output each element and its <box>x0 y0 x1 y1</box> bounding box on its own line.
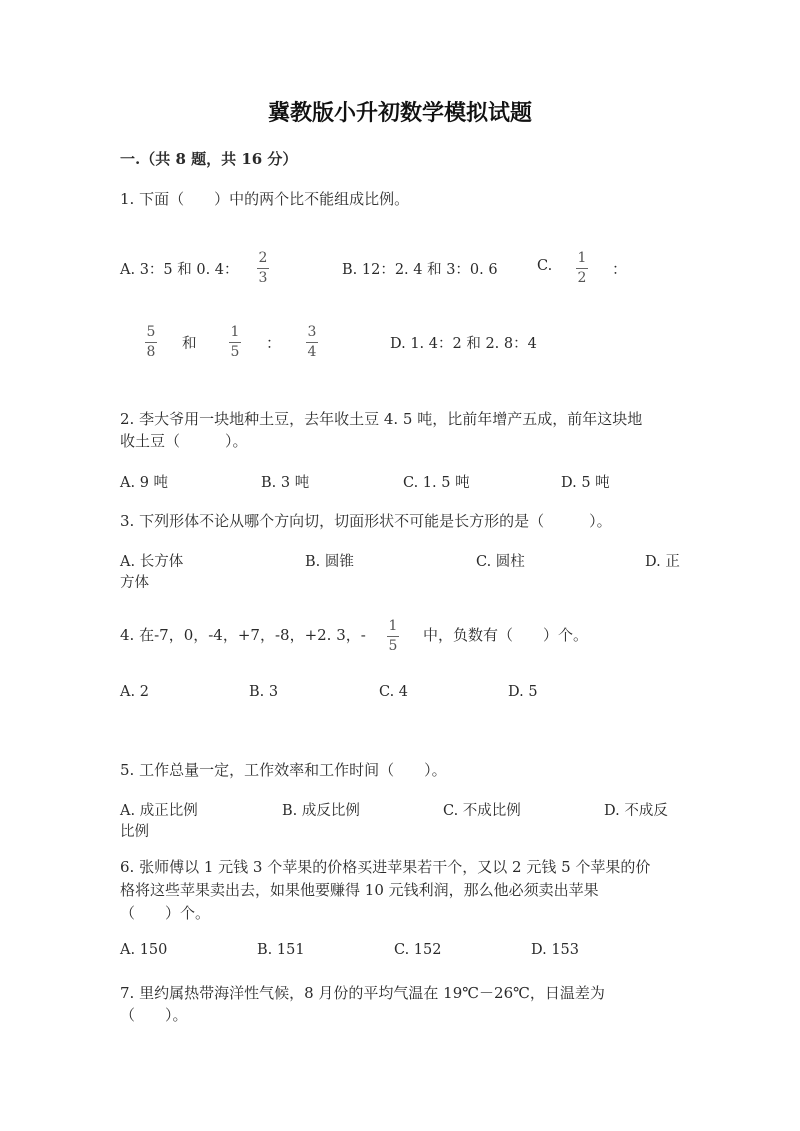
q1-option-c-colon-2: ： <box>266 334 282 352</box>
q5-option-b: B. 成反比例 <box>282 803 360 819</box>
question-6-line-2: 格将这些苹果卖出去，如果他要赚得 10 元钱利润，那么他必须卖出苹果 <box>120 881 599 899</box>
fraction-numerator: 1 <box>388 618 398 634</box>
q6-option-b: B. 151 <box>257 942 305 958</box>
fraction-bar <box>229 342 241 343</box>
fraction-numerator: 1 <box>230 324 240 340</box>
fraction-denominator: 5 <box>230 344 240 360</box>
page-title: 冀教版小升初数学模拟试题 <box>267 101 532 126</box>
question-4-prefix: 4. 在-7，0，-4，+7，-8，+2. 3，- <box>120 626 366 644</box>
fraction-denominator: 2 <box>577 270 587 286</box>
fraction-bar <box>145 342 157 343</box>
q3-option-c: C. 圆柱 <box>476 554 525 570</box>
q1-option-a-fraction <box>257 250 269 287</box>
q1-option-c-fraction <box>576 250 588 287</box>
q1-option-c-fraction-3-4 <box>306 324 318 361</box>
fraction-numerator: 2 <box>258 250 268 266</box>
question-6-line-1: 6. 张师傅以 1 元钱 3 个苹果的价格买进苹果若干个，又以 2 元钱 5 个苹果的价 <box>120 858 651 876</box>
q1-option-c-fraction-5-8 <box>145 324 157 361</box>
q1-option-c-fraction-1-5 <box>229 324 241 361</box>
q3-option-d: D. 正 <box>645 554 680 570</box>
q4-option-b: B. 3 <box>249 684 279 700</box>
fraction-denominator: 5 <box>388 638 398 654</box>
q1-option-b: B. 12：2. 4 和 3：0. 6 <box>342 262 498 278</box>
q5-option-d: D. 不成反 <box>604 803 668 819</box>
q2-option-c: C. 1. 5 吨 <box>403 475 470 491</box>
q1-option-c-label: C. <box>537 258 553 274</box>
q1-option-a: A. 3：5 和 0. 4： <box>120 262 239 278</box>
q2-option-b: B. 3 吨 <box>261 475 310 491</box>
question-3-stem: 3. 下列形体不论从哪个方向切，切面形状不可能是长方形的是（ ）。 <box>120 512 612 530</box>
question-2-line-2: 收土豆（ ）。 <box>120 432 248 450</box>
q4-option-d: D. 5 <box>508 684 538 700</box>
q2-option-d: D. 5 吨 <box>561 475 610 491</box>
q6-option-c: C. 152 <box>394 942 442 958</box>
fraction-bar <box>387 636 399 637</box>
question-1-stem: 1. 下面（ ）中的两个比不能组成比例。 <box>120 190 410 208</box>
q2-option-a: A. 9 吨 <box>120 475 169 491</box>
q6-option-d: D. 153 <box>531 942 580 958</box>
q4-option-c: C. 4 <box>379 684 409 700</box>
fraction-denominator: 8 <box>146 344 156 360</box>
question-6-line-3: （ ）个。 <box>120 904 211 922</box>
question-5-stem: 5. 工作总量一定，工作效率和工作时间（ ）。 <box>120 761 447 779</box>
q6-option-a: A. 150 <box>120 942 168 958</box>
fraction-numerator: 1 <box>577 250 587 266</box>
fraction-numerator: 5 <box>146 324 156 340</box>
question-4-suffix: 中，负数有（ ）个。 <box>423 626 589 644</box>
question-7-line-2: （ ）。 <box>120 1006 188 1024</box>
q4-fraction <box>387 618 399 655</box>
q5-option-a: A. 成正比例 <box>120 803 198 819</box>
q4-option-a: A. 2 <box>120 684 149 700</box>
q5-option-d-wrap: 比例 <box>120 824 149 840</box>
fraction-bar <box>576 268 588 269</box>
section-heading: 一.（共 8 题，共 16 分） <box>120 150 298 168</box>
q3-option-d-wrap: 方体 <box>120 575 149 591</box>
fraction-denominator: 4 <box>307 344 317 360</box>
q5-option-c: C. 不成比例 <box>443 803 521 819</box>
q3-option-b: B. 圆锥 <box>305 554 354 570</box>
question-2-line-1: 2. 李大爷用一块地种土豆，去年收土豆 4. 5 吨，比前年增产五成，前年这块地 <box>120 410 643 428</box>
fraction-numerator: 3 <box>307 324 317 340</box>
q3-option-a: A. 长方体 <box>120 554 184 570</box>
question-7-line-1: 7. 里约属热带海洋性气候，8 月份的平均气温在 19℃－26℃，日温差为 <box>120 984 605 1002</box>
fraction-bar <box>257 268 269 269</box>
q1-option-c-and: 和 <box>182 336 197 352</box>
q1-option-c-colon: ： <box>612 260 628 278</box>
fraction-bar <box>306 342 318 343</box>
q1-option-d: D. 1. 4：2 和 2. 8：4 <box>390 336 537 352</box>
fraction-denominator: 3 <box>258 270 268 286</box>
